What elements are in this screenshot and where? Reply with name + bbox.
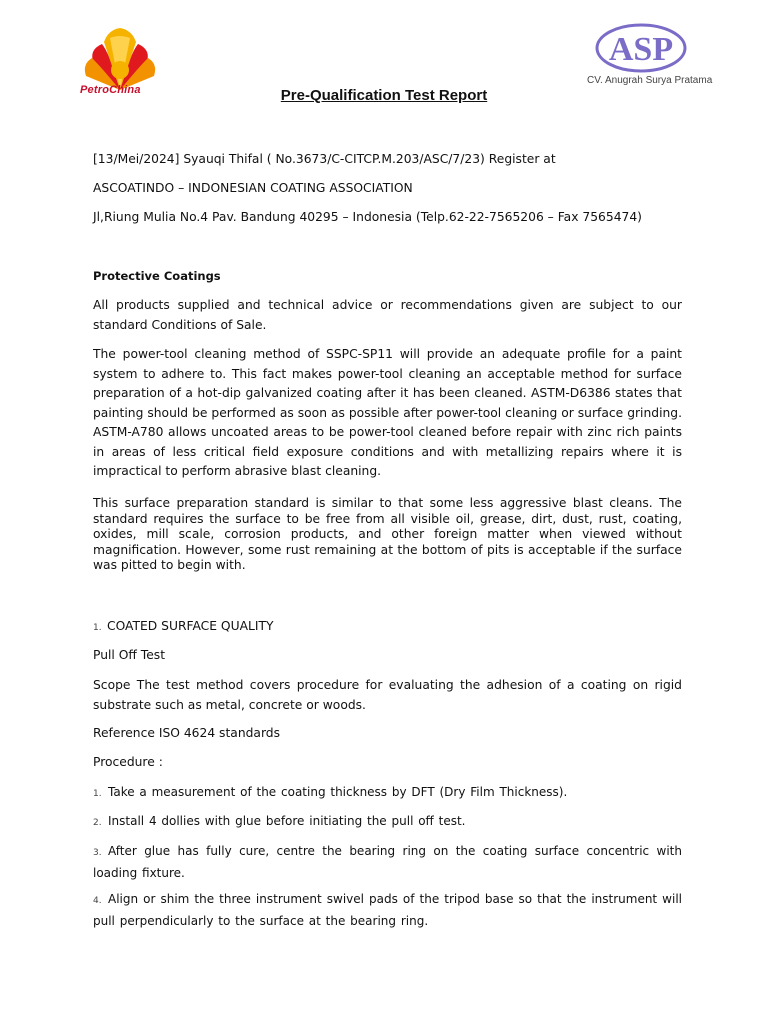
surface-prep-paragraph: This surface preparation standard is similar to that some less aggressive blast cleans. The standard requires the surface to be free from all visible oil, grease, dirt, dust, rust, coating, oxides, mill scale, corrosion products, and other foreign matter when viewed without magnification. However, some rust remaining at the bottom of pits is acceptable if the surface was pitted to begin with. bbox=[93, 496, 682, 572]
step-text: Align or shim the three instrument swivel pads of the tripod base so that the instrument will pull perpendicularly to the surface at the bearing ring. bbox=[93, 892, 682, 928]
conditions-paragraph: All products supplied and technical advice or recommendations given are subject to our standard Conditions of Sale. bbox=[93, 298, 682, 332]
register-line: [13/Mei/2024] Syauqi Thifal ( No.3673/C-CITCP.M.203/ASC/7/23) Register at bbox=[93, 152, 556, 166]
association-line: ASCOATINDO – INDONESIAN COATING ASSOCIATION bbox=[93, 181, 413, 195]
address-line: Jl,Riung Mulia No.4 Pav. Bandung 40295 – Indonesia (Telp.62-22-7565206 – Fax 7565474) bbox=[93, 210, 642, 224]
procedure-label: Procedure : bbox=[93, 755, 163, 769]
procedure-step bbox=[93, 783, 682, 805]
procedure-step bbox=[93, 812, 682, 834]
procedure-step bbox=[93, 842, 682, 883]
step-text: Take a measurement of the coating thickness by DFT (Dry Film Thickness). bbox=[108, 785, 568, 799]
power-tool-paragraph: The power-tool cleaning method of SSPC-SP11 will provide an adequate profile for a paint system to adhere to. This fact makes power-tool cleaning an acceptable method for surface preparation of a hot-dip galvanized coating after it has been cleaned. ASTM-D6386 states that painting should be performed as soon as possible after power-tool cleaning or surface grinding. ASTM-A780 allows uncoated areas to be power-tool cleaned before repair with zinc rich paints in areas of less critical field exposure conditions and with metallizing repairs where it is impractical to perform abrasive blast cleaning. bbox=[93, 347, 682, 478]
step-text: After glue has fully cure, centre the bearing ring on the coating surface concentric with loading fixture. bbox=[93, 844, 682, 880]
petrochina-wordmark: PetroChina bbox=[80, 84, 141, 96]
procedure-step bbox=[93, 890, 682, 931]
svg-text:ASP: ASP bbox=[608, 31, 674, 68]
report-title: Pre-Qualification Test Report bbox=[280, 87, 488, 104]
asp-caption: CV. Anugrah Surya Pratama bbox=[587, 75, 713, 86]
scope-paragraph: Scope The test method covers procedure for evaluating the adhesion of a coating on rigid substrate such as metal, concrete or woods. bbox=[93, 678, 682, 712]
quality-heading bbox=[93, 617, 274, 639]
step-text: Install 4 dollies with glue before initiating the pull off test. bbox=[108, 814, 466, 828]
step-number: 2. bbox=[93, 818, 102, 828]
quality-heading-text: COATED SURFACE QUALITY bbox=[107, 619, 274, 633]
step-number: 3. bbox=[93, 848, 102, 858]
test-name: Pull Off Test bbox=[93, 648, 166, 662]
quality-number: 1. bbox=[93, 623, 102, 633]
step-number: 4. bbox=[93, 896, 102, 906]
reference-line: Reference ISO 4624 standards bbox=[93, 726, 281, 740]
step-number: 1. bbox=[93, 789, 102, 799]
section-heading: Protective Coatings bbox=[93, 269, 221, 283]
asp-logo-icon bbox=[594, 22, 688, 74]
